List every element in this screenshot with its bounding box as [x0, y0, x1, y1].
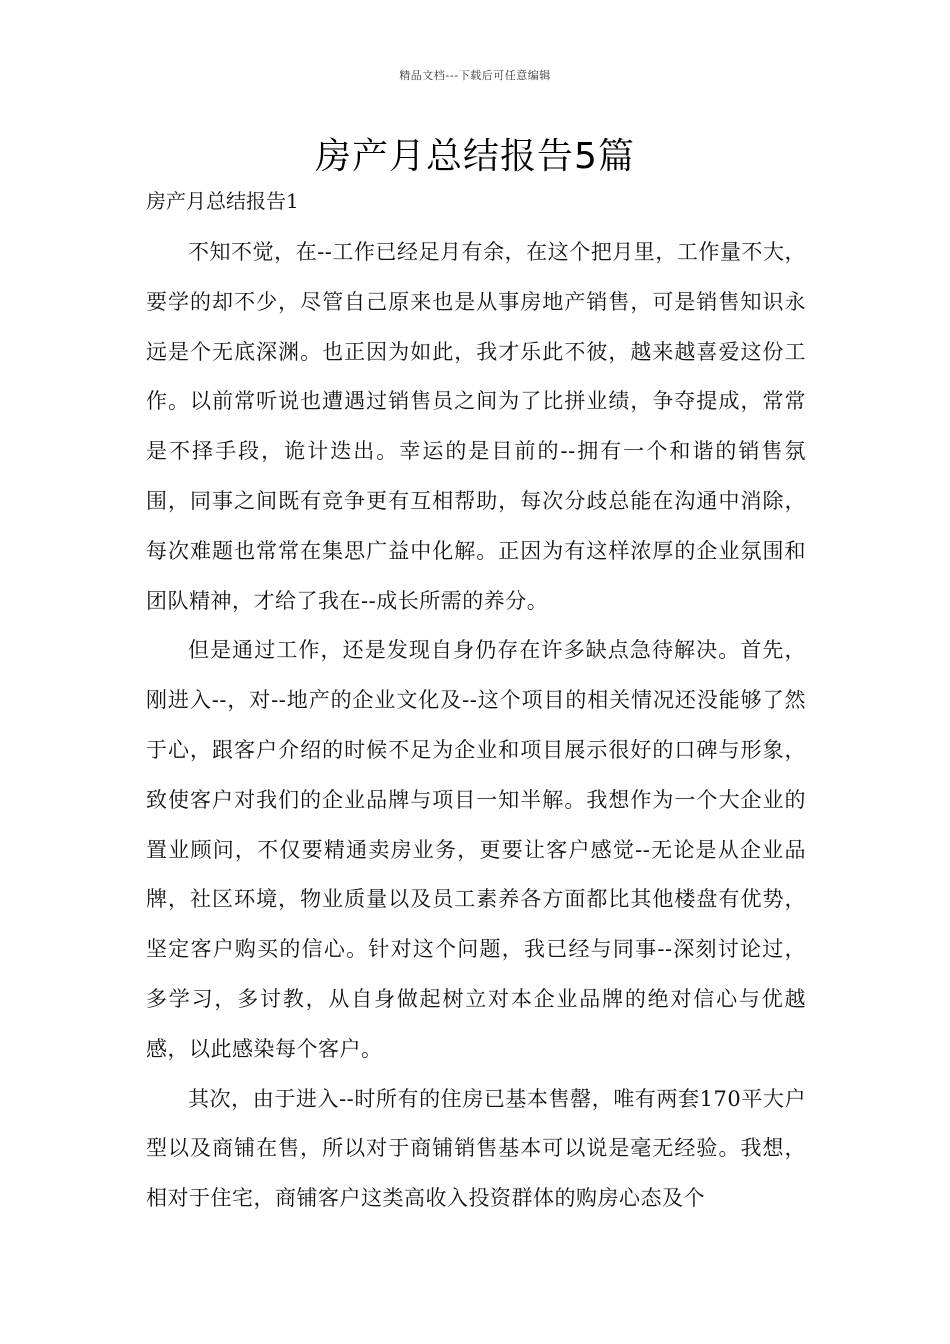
paragraph: 其次，由于进入--时所有的住房已基本售罄，唯有两套170平大户型以及商铺在售，所以对于商铺销售基本可以说是毫无经验。我想，相对于住宅，商铺客户这类高收入投资群体的购房心态及个 — [146, 1086, 806, 1211]
header-note: 精品文档---下载后可任意编辑 — [399, 69, 551, 82]
paragraph: 不知不觉，在--工作已经足月有余，在这个把月里，工作量不大，要学的却不少，尽管自己原来也是从事房地产销售，可是销售知识永远是个无底深渊。也正因为如此，我才乐此不彼，越来越喜爱这份工作。以前常听说也遭遇过销售员之间为了比拼业绩，争夺提成，常常是不择手段，诡计迭出。幸运的是目前的--拥有一个和谐的销售氛围，同事之间既有竞争更有互相帮助，每次分歧总能在沟通中消除，每次难题也常常在集思广益中化解。正因为有这样浓厚的企业氛围和团队精神，才给了我在--成长所需的养分。 — [146, 240, 806, 613]
section-heading: 房产月总结报告1 — [146, 189, 299, 213]
document-title: 房产月总结报告5篇 — [315, 136, 635, 177]
paragraph: 但是通过工作，还是发现自身仍存在许多缺点急待解决。首先，刚进入--，对--地产的企业文化及--这个项目的相关情况还没能够了然于心，跟客户介绍的时候不足为企业和项目展示很好的口碑与形象，致使客户对我们的企业品牌与项目一知半解。我想作为一个大企业的置业顾问，不仅要精通卖房业务，更要让客户感觉--无论是从企业品牌，社区环境，物业质量以及员工素养各方面都比其他楼盘有优势，坚定客户购买的信心。针对这个问题，我已经与同事--深刻讨论过，多学习，多讨教，从自身做起树立对本企业品牌的绝对信心与优越感，以此感染每个客户。 — [146, 638, 806, 1061]
document-body — [146, 228, 806, 1224]
